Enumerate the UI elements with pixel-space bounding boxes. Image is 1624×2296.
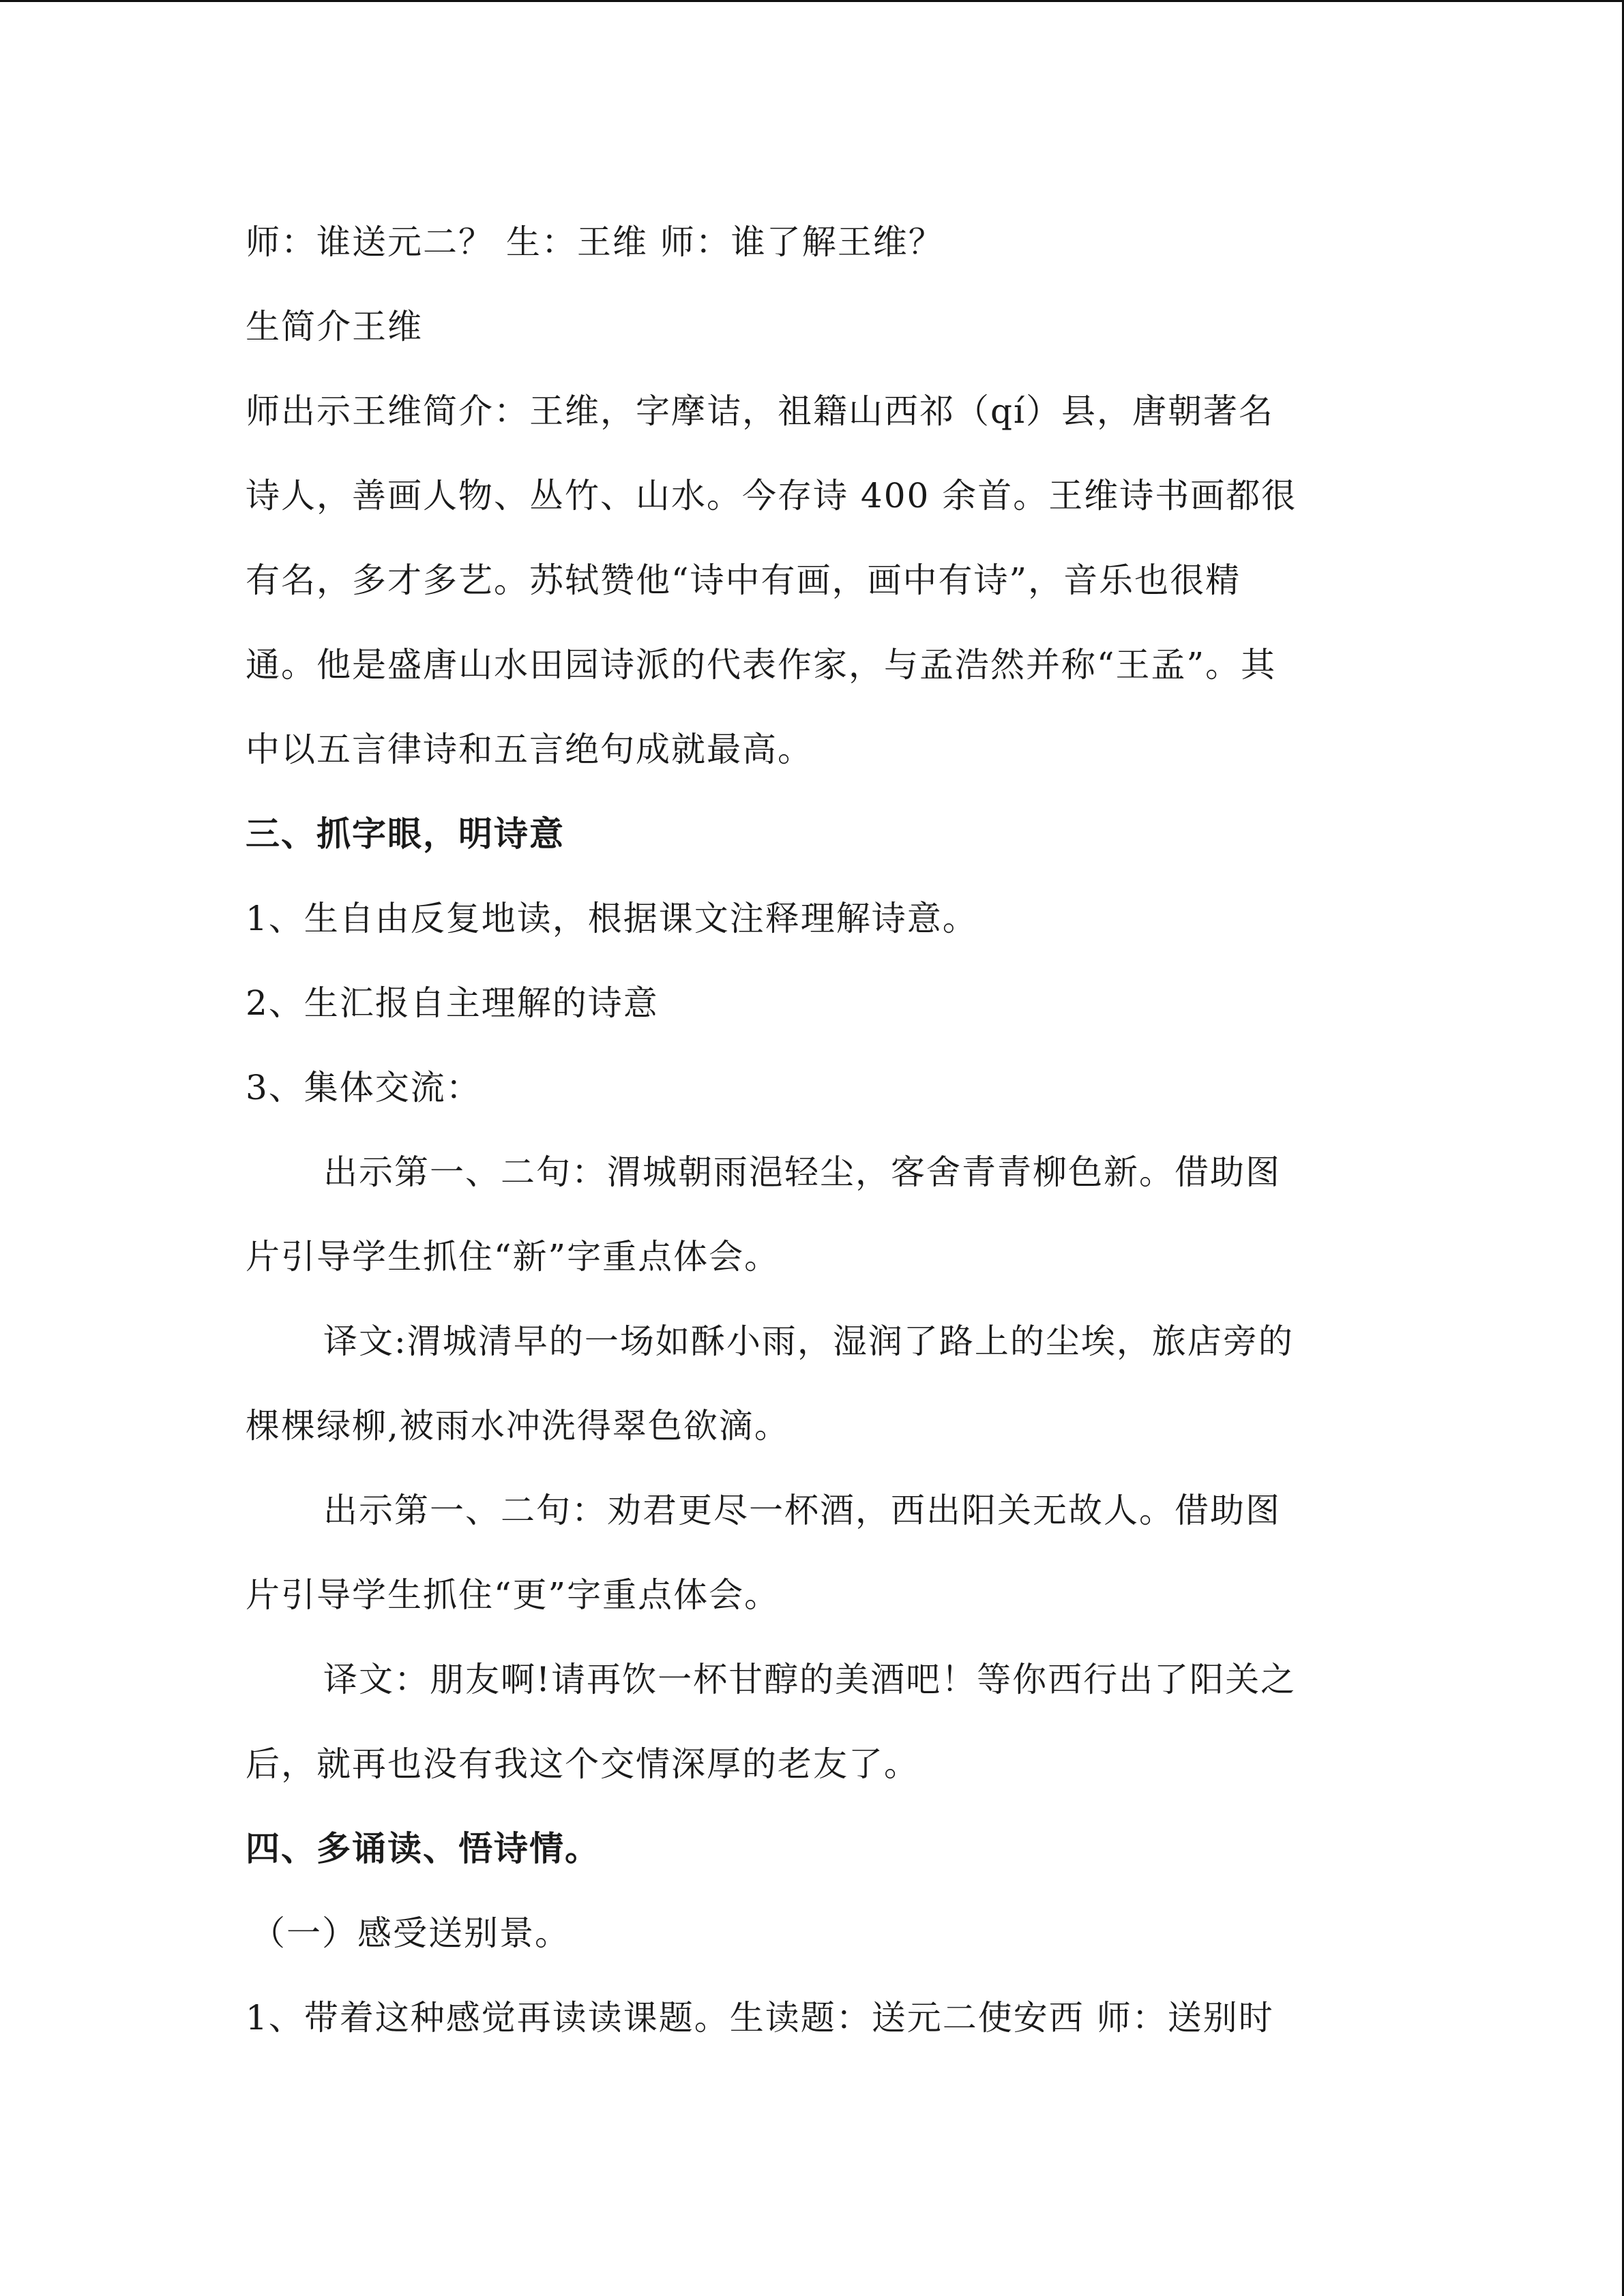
paragraph-line: 诗人，善画人物、丛竹、山水。今存诗 400 余首。王维诗书画都很 xyxy=(246,476,1297,516)
paragraph-line: 片引导学生抓住“新”字重点体会。 xyxy=(246,1237,780,1277)
paragraph-line: 出示第一、二句：劝君更尽一杯酒，西出阳关无故人。借助图 xyxy=(323,1491,1281,1530)
paragraph-line: 师出示王维简介：王维，字摩诘，祖籍山西祁（qí）县，唐朝著名 xyxy=(246,391,1274,431)
section-heading: 三、抓字眼，明诗意 xyxy=(246,814,565,854)
dialogue-line: 师：谁送元二？ 生：王维 师：谁了解王维？ xyxy=(246,222,944,262)
translation-line: 棵棵绿柳,被雨水冲洗得翠色欲滴。 xyxy=(246,1406,790,1446)
paragraph-line: 生简介王维 xyxy=(246,307,423,346)
translation-line: 后，就再也没有我这个交情深厚的老友了。 xyxy=(246,1744,919,1784)
paragraph-line: 有名，多才多艺。苏轼赞他“诗中有画，画中有诗”，音乐也很精 xyxy=(246,561,1241,600)
translation-line: 译文：朋友啊!请再饮一杯甘醇的美酒吧！等你西行出了阳关之 xyxy=(323,1660,1297,1699)
translation-line: 译文:渭城清早的一场如酥小雨，湿润了路上的尘埃，旅店旁的 xyxy=(323,1322,1294,1361)
paragraph-line: 中以五言律诗和五言绝句成就最高。 xyxy=(246,730,813,769)
list-item: 1、生自由反复地读，根据课文注释理解诗意。 xyxy=(246,899,978,938)
subsection-heading: （一）感受送别景。 xyxy=(251,1913,570,1953)
list-item: 2、生汇报自主理解的诗意 xyxy=(246,983,659,1023)
list-item: 1、带着这种感觉再读读课题。生读题：送元二使安西 师：送别时 xyxy=(246,1998,1274,2038)
paragraph-line: 片引导学生抓住“更”字重点体会。 xyxy=(246,1575,780,1615)
document-body xyxy=(246,200,1378,2060)
list-item: 3、集体交流： xyxy=(246,1068,482,1107)
section-heading: 四、多诵读、悟诗情。 xyxy=(246,1828,600,1868)
paragraph-line: 出示第一、二句：渭城朝雨浥轻尘，客舍青青柳色新。借助图 xyxy=(323,1152,1281,1192)
paragraph-line: 通。他是盛唐山水田园诗派的代表作家，与孟浩然并称“王孟”。其 xyxy=(246,645,1277,685)
